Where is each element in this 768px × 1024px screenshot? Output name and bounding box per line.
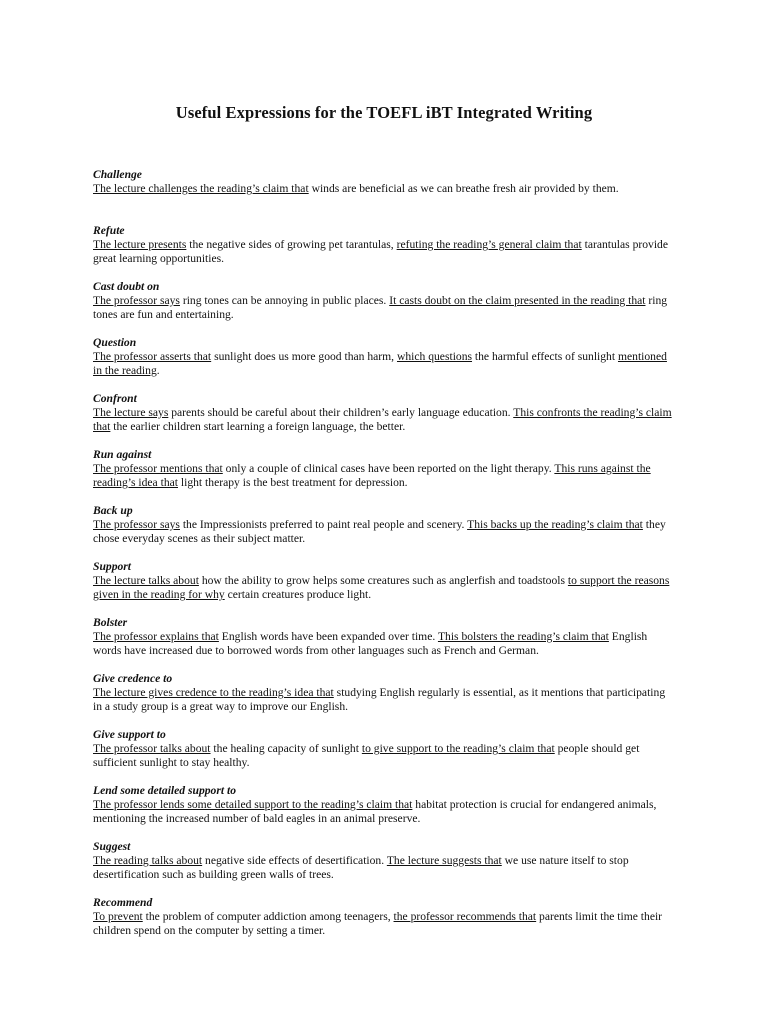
- expression-example: [93, 238, 675, 266]
- underlined-expression: The professor mentions that: [93, 462, 223, 475]
- expression-heading: Question: [93, 336, 137, 349]
- underlined-expression: The lecture talks about: [93, 574, 199, 587]
- expression-entry: [93, 224, 675, 280]
- example-text: the Impressionists preferred to paint real people and scenery.: [179, 518, 468, 531]
- expression-heading: Challenge: [93, 168, 142, 181]
- underlined-expression: the professor recommends that: [393, 910, 537, 923]
- expression-heading: Suggest: [93, 840, 131, 853]
- example-text: they chose everyday scenes as their subject matter.: [93, 518, 666, 545]
- underlined-expression: The lecture presents: [93, 238, 187, 251]
- expression-heading: Recommend: [93, 896, 153, 909]
- expression-example: [93, 854, 675, 882]
- example-text: negative side effects of desertification.: [202, 854, 387, 867]
- expression-heading: Lend some detailed support to: [93, 784, 236, 797]
- expression-heading: Bolster: [93, 616, 128, 629]
- expression-example: [93, 910, 675, 938]
- example-text: habitat protection is crucial for endangered animals, mentioning the increased number of bald eagles in an animal preserve.: [93, 798, 657, 825]
- example-text: we use nature itself to stop desertification such as building green walls of trees.: [93, 854, 629, 881]
- underlined-expression: The professor asserts that: [93, 350, 212, 363]
- example-text: the problem of computer addiction among teenagers,: [142, 910, 394, 923]
- example-text: parents should be careful about their children’s early language education.: [168, 406, 514, 419]
- expression-example: [93, 518, 675, 546]
- expression-heading: Back up: [93, 504, 133, 517]
- expression-heading: Refute: [93, 224, 125, 237]
- underlined-expression: to give support to the reading’s claim that: [361, 742, 555, 755]
- underlined-expression: The professor says: [93, 294, 180, 307]
- example-text: sunlight does us more good than harm,: [211, 350, 397, 363]
- example-text: parents limit the time their children spend on the computer by setting a timer.: [93, 910, 663, 937]
- example-text: people should get sufficient sunlight to stay healthy.: [93, 742, 640, 769]
- example-text: certain creatures produce light.: [224, 588, 372, 601]
- document-title: Useful Expressions for the TOEFL iBT Integrated Writing: [175, 103, 593, 122]
- example-text: the harmful effects of sunlight: [472, 350, 618, 363]
- underlined-expression: The lecture says: [93, 406, 169, 419]
- underlined-expression: refuting the reading’s general claim that: [396, 238, 582, 251]
- expression-entry: [93, 840, 675, 896]
- expression-heading: Run against: [93, 448, 152, 461]
- example-text: only a couple of clinical cases have been reported on the light therapy.: [222, 462, 555, 475]
- expression-example: [93, 630, 675, 658]
- example-text: winds are beneficial as we can breathe fresh air provided by them.: [308, 182, 619, 195]
- example-text: .: [156, 364, 160, 377]
- expression-heading: Cast doubt on: [93, 280, 160, 293]
- underlined-expression: This bolsters the reading’s claim that: [437, 630, 609, 643]
- example-text: ring tones are fun and entertaining.: [93, 294, 668, 321]
- example-text: studying English regularly is essential, as it mentions that participating in a study group is a great way to improve our English.: [93, 686, 666, 713]
- expression-example: [93, 294, 675, 322]
- expression-heading: Support: [93, 560, 132, 573]
- underlined-expression: to support the reasons given in the reading for why: [93, 574, 670, 601]
- expression-entry: [93, 504, 675, 560]
- example-text: ring tones can be annoying in public places.: [179, 294, 390, 307]
- underlined-expression: The lecture gives credence to the reading’s idea that: [93, 686, 334, 699]
- expression-entry: [93, 560, 675, 616]
- expression-heading: Confront: [93, 392, 137, 405]
- expression-entry: [93, 280, 675, 336]
- example-text: English words have been expanded over time.: [218, 630, 438, 643]
- example-text: the healing capacity of sunlight: [210, 742, 362, 755]
- expression-example: [93, 686, 675, 714]
- underlined-expression: The reading talks about: [93, 854, 203, 867]
- expression-entry: [93, 168, 675, 224]
- expression-list: [93, 168, 675, 952]
- underlined-expression: which questions: [396, 350, 473, 363]
- underlined-expression: The professor says: [93, 518, 180, 531]
- underlined-expression: This runs against the reading’s idea that: [93, 462, 651, 489]
- example-text: light therapy is the best treatment for depression.: [178, 476, 408, 489]
- underlined-expression: This backs up the reading’s claim that: [467, 518, 643, 531]
- underlined-expression: The lecture challenges the reading’s claim that: [93, 182, 309, 195]
- expression-heading: Give credence to: [93, 672, 173, 685]
- underlined-expression: It casts doubt on the claim presented in the reading that: [389, 294, 646, 307]
- underlined-expression: The professor explains that: [93, 630, 219, 643]
- example-text: how the ability to grow helps some creatures such as anglerfish and toadstools: [198, 574, 568, 587]
- expression-example: [93, 182, 675, 196]
- example-text: the earlier children start learning a foreign language, the better.: [110, 420, 406, 433]
- underlined-expression: The professor talks about: [93, 742, 211, 755]
- example-text: English words have increased due to borrowed words from other languages such as French and German.: [93, 630, 648, 657]
- expression-example: [93, 462, 675, 490]
- expression-example: [93, 574, 675, 602]
- expression-entry: [93, 896, 675, 952]
- expression-entry: [93, 672, 675, 728]
- underlined-expression: This confronts the reading’s claim that: [93, 406, 672, 433]
- underlined-expression: The lecture suggests that: [386, 854, 502, 867]
- example-text: the negative sides of growing pet tarantulas,: [186, 238, 397, 251]
- expression-entry: [93, 448, 675, 504]
- expression-entry: [93, 336, 675, 392]
- underlined-expression: The professor lends some detailed support to the reading’s claim that: [93, 798, 413, 811]
- underlined-expression: To prevent: [93, 910, 143, 923]
- expression-heading: Give support to: [93, 728, 166, 741]
- expression-entry: [93, 728, 675, 784]
- underlined-expression: mentioned in the reading: [93, 350, 667, 377]
- expression-entry: [93, 784, 675, 840]
- expression-example: [93, 406, 675, 434]
- expression-example: [93, 742, 675, 770]
- expression-entry: [93, 392, 675, 448]
- expression-example: [93, 350, 675, 378]
- example-text: tarantulas provide great learning opportunities.: [93, 238, 668, 265]
- expression-entry: [93, 616, 675, 672]
- expression-example: [93, 798, 675, 826]
